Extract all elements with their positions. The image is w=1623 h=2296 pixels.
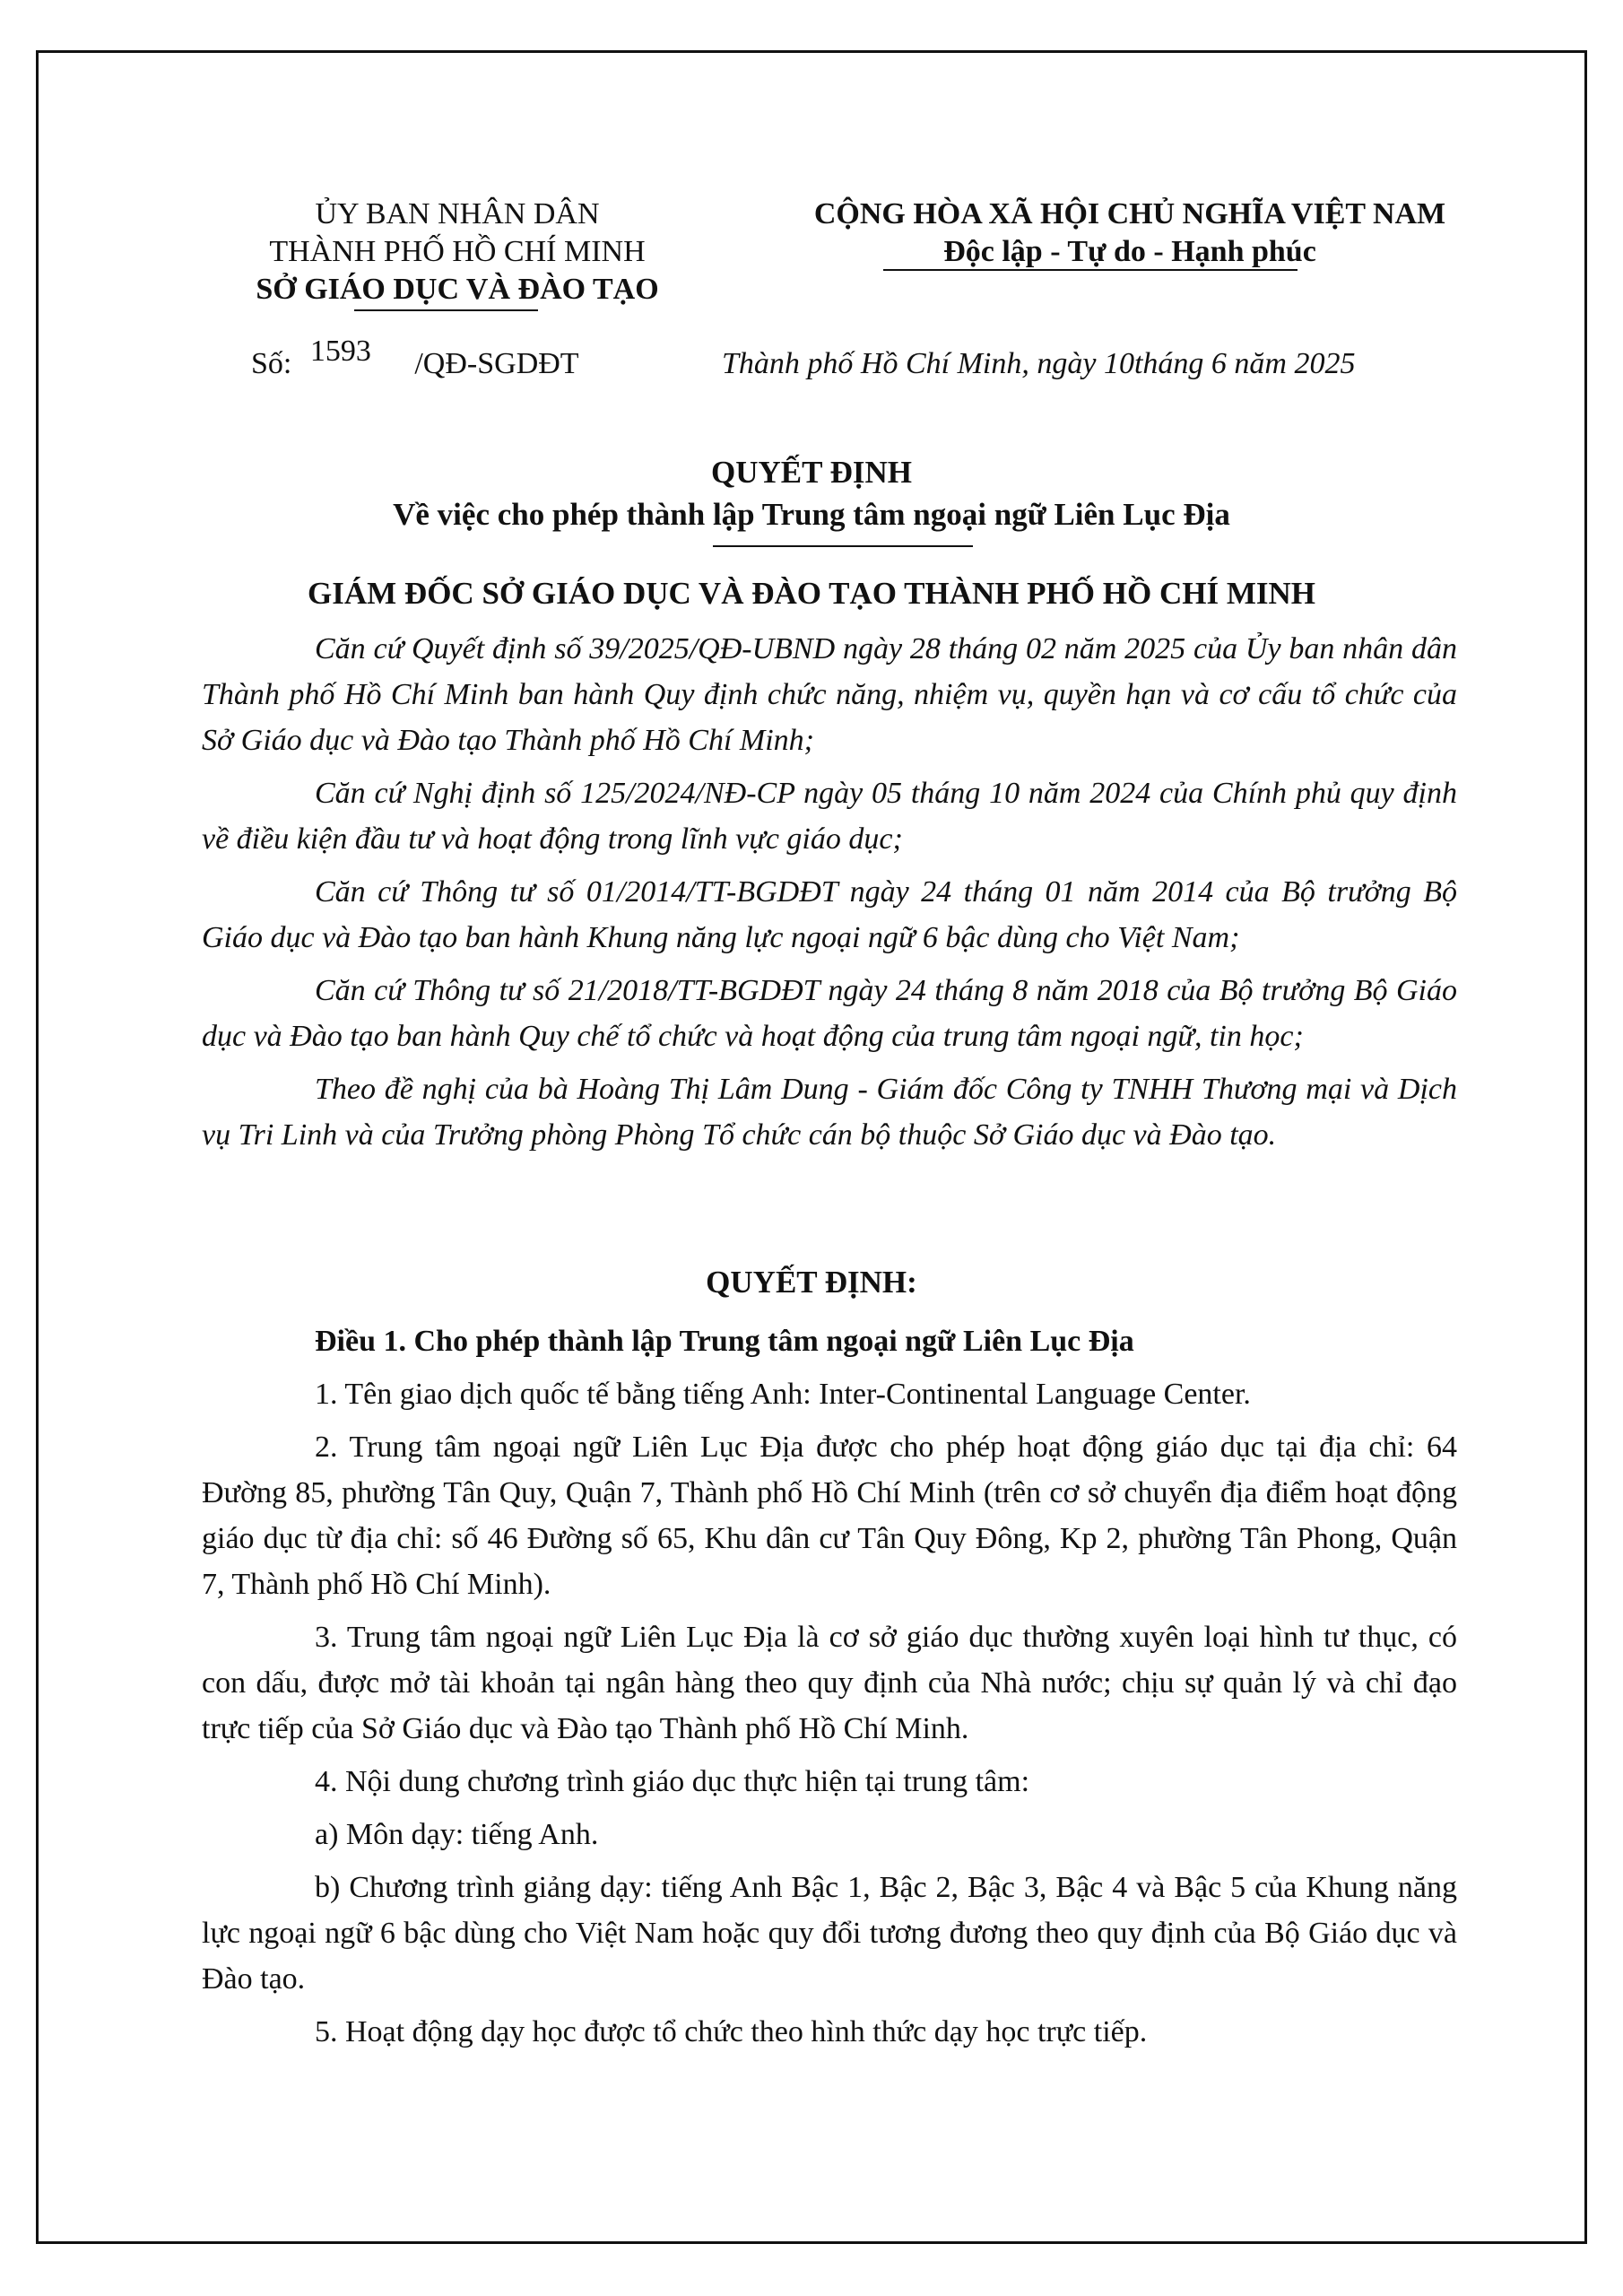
national-title: CỘNG HÒA XÃ HỘI CHỦ NGHĨA VIỆT NAM [813, 197, 1446, 230]
article-item: 5. Hoạt động dạy học được tổ chức theo hình thức dạy học trực tiếp. [315, 2015, 1148, 2048]
article-item: 3. Trung tâm ngoại ngữ Liên Lục Địa là cơ sở giáo dục thường xuyên loại hình tư thục, có con dấu, được mở tài khoản tại ngân hàng theo quy định của Nhà nước; chịu sự quản lý và chỉ đạo trực tiếp của Sở Giáo dục và Đào tạo Thành phố Hồ Chí Minh. [202, 1621, 1457, 1745]
basis-paragraph: Theo đề nghị của bà Hoàng Thị Lâm Dung - Giám đốc Công ty TNHH Thương mại và Dịch vụ Tri Linh và của Trưởng phòng Phòng Tổ chức cán bộ thuộc Sở Giáo dục và Đào tạo. [202, 1073, 1457, 1152]
article-item: 1. Tên giao dịch quốc tế bằng tiếng Anh: Inter-Continental Language Center. [315, 1378, 1251, 1411]
issuer-line-3: SỞ GIÁO DỤC VÀ ĐÀO TẠO [256, 273, 659, 306]
number-label: Số: [251, 347, 292, 380]
national-motto: Độc lập - Tự do - Hạnh phúc [943, 235, 1316, 268]
decision-section-heading: QUYẾT ĐỊNH: [706, 1265, 917, 1300]
issuer-line-2: THÀNH PHỐ HỒ CHÍ MINH [269, 235, 646, 268]
place-date: Thành phố Hồ Chí Minh, ngày 10tháng 6 năm 2025 [722, 347, 1356, 380]
article-item: a) Môn dạy: tiếng Anh. [315, 1818, 599, 1851]
article-item: b) Chương trình giảng dạy: tiếng Anh Bậc 1, Bậc 2, Bậc 3, Bậc 4 và Bậc 5 của Khung năng lực ngoại ngữ 6 bậc dùng cho Việt Nam hoặc quy đổi tương đương theo quy định của Bộ Giáo dục và Đào tạo. [202, 1871, 1457, 1996]
authority-heading: GIÁM ĐỐC SỞ GIÁO DỤC VÀ ĐÀO TẠO THÀNH PHỐ HỒ CHÍ MINH [308, 576, 1315, 611]
issuer-line-1: ỦY BAN NHÂN DÂN [315, 197, 600, 230]
article-item: 4. Nội dung chương trình giáo dục thực hiện tại trung tâm: [315, 1765, 1030, 1798]
decision-heading: QUYẾT ĐỊNH [711, 455, 912, 490]
motto-underline [883, 269, 1298, 271]
national-motto-block [744, 196, 1515, 271]
article-1 [202, 1318, 1457, 2062]
number-value: 1593 [309, 335, 371, 368]
basis-paragraph: Căn cứ Nghị định số 125/2024/NĐ-CP ngày 05 tháng 10 năm 2024 của Chính phủ quy định về điều kiện đầu tư và hoạt động trong lĩnh vực giáo dục; [202, 777, 1457, 856]
basis-paragraph: Căn cứ Quyết định số 39/2025/QĐ-UBND ngày 28 tháng 02 năm 2025 của Ủy ban nhân dân Thành phố Hồ Chí Minh ban hành Quy định chức năng, nhiệm vụ, quyền hạn và cơ cấu tổ chức của Sở Giáo dục và Đào tạo Thành phố Hồ Chí Minh; [202, 632, 1457, 757]
number-suffix: /QĐ-SGDĐT [414, 347, 579, 380]
issuer-underline [354, 309, 538, 311]
article-item: 2. Trung tâm ngoại ngữ Liên Lục Địa được cho phép hoạt động giáo dục tại địa chỉ: 64 Đường 85, phường Tân Quy, Quận 7, Thành phố Hồ Chí Minh (trên cơ sở chuyển địa điểm hoạt động giáo dục từ địa chỉ: số 46 Đường số 65, Khu dân cư Tân Quy Đông, Kp 2, phường Tân Phong, Quận 7, Thành phố Hồ Chí Minh). [202, 1431, 1457, 1601]
legal-bases [202, 626, 1457, 1165]
basis-paragraph: Căn cứ Thông tư số 01/2014/TT-BGDĐT ngày 24 tháng 01 năm 2014 của Bộ trưởng Bộ Giáo dục và Đào tạo ban hành Khung năng lực ngoại ngữ 6 bậc dùng cho Việt Nam; [202, 875, 1457, 954]
decision-subject: Về việc cho phép thành lập Trung tâm ngoại ngữ Liên Lục Địa [393, 497, 1230, 532]
subject-underline [713, 545, 973, 547]
document-number [251, 335, 579, 383]
issuer-block [215, 196, 699, 309]
article-1-title: Điều 1. Cho phép thành lập Trung tâm ngoại ngữ Liên Lục Địa [315, 1325, 1134, 1358]
basis-paragraph: Căn cứ Thông tư số 21/2018/TT-BGDĐT ngày 24 tháng 8 năm 2018 của Bộ trưởng Bộ Giáo dục và Đào tạo ban hành Quy chế tổ chức và hoạt động của trung tâm ngoại ngữ, tin học; [202, 974, 1457, 1053]
